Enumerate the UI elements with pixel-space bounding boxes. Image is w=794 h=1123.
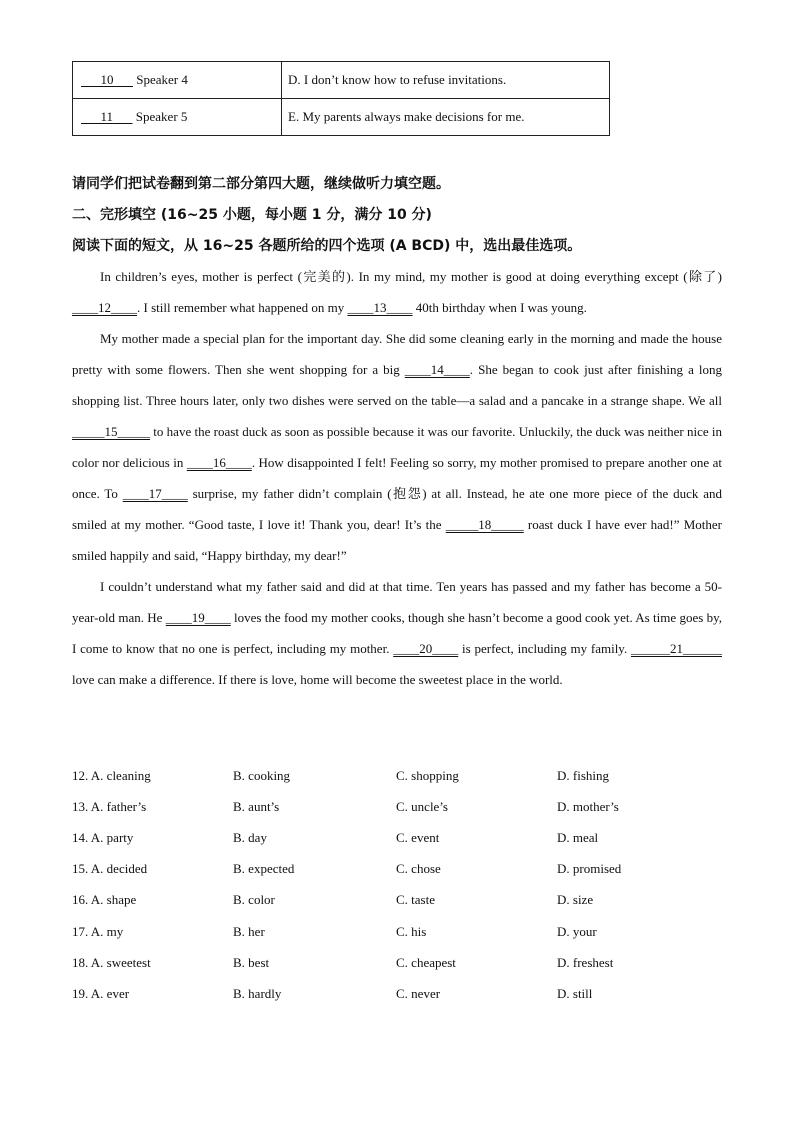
question-row — [72, 947, 722, 978]
answer-options — [72, 760, 722, 1010]
question-row — [72, 978, 722, 1009]
question-row — [72, 822, 722, 853]
matching-table — [72, 61, 610, 136]
blank-18: _____18_____ — [445, 517, 524, 532]
option-c: C. shopping — [396, 767, 459, 783]
speaker-label: Speaker 4 — [136, 72, 188, 87]
option-b: B. color — [233, 892, 275, 908]
blank-20: ____20____ — [393, 641, 459, 656]
blank-12: ____12____ — [72, 300, 137, 315]
option-b: B. best — [233, 954, 270, 970]
answer-blank: 10 — [100, 72, 114, 87]
option-c: C. never — [396, 985, 441, 1001]
blank-15: _____15_____ — [72, 424, 150, 439]
option-d: D. meal — [557, 829, 599, 845]
table-cell-speaker — [73, 99, 282, 136]
option-d: D. freshest — [557, 954, 614, 970]
option-d: D. fishing — [557, 767, 609, 783]
option-b: B. hardly — [233, 985, 282, 1001]
option-b: B. her — [233, 923, 265, 939]
question-row — [72, 791, 722, 822]
question-row — [72, 760, 722, 791]
option-a: 18. A. sweetest — [72, 954, 151, 970]
option-a: 13. A. father’s — [72, 798, 147, 814]
option-a: 14. A. party — [72, 829, 134, 845]
blank-13: ____13____ — [347, 300, 413, 315]
turn-page-instruction: 请同学们把试卷翻到第二部分第四大题，继续做听力填空题。 — [72, 176, 450, 192]
option-b: B. aunt’s — [233, 798, 280, 814]
option-c: C. chose — [396, 861, 441, 877]
option-a: 17. A. my — [72, 923, 124, 939]
section-title: 二、完形填空 (16~25 小题，每小题 1 分，满分 10 分) — [72, 207, 432, 223]
paragraph-3: I couldn’t understand what my father said and did at that time. Ten years has passed and my father has become a 50-year-old man. He ____19____ loves the food my mother cooks, though she hasn’t become a good cook yet. As time goes by, I come to know that no one is perfect, including my mother. ____20____ is perfect, including my family. ______21______ love can make a difference. If there is love, home will become the sweetest place in the world. — [72, 579, 722, 687]
paragraph-1: In children’s eyes, mother is perfect (完美的). In my mind, my mother is good at doing everything except (除了) ____12____. I still remember what happened on my ____13____ 40th birthday when I was young. — [72, 269, 722, 315]
option-a: 16. A. shape — [72, 892, 137, 908]
option-a: 15. A. decided — [72, 861, 148, 877]
question-row — [72, 916, 722, 947]
option-a: 12. A. cleaning — [72, 767, 151, 783]
table-cell-speaker — [73, 62, 282, 99]
option-c: C. taste — [396, 892, 435, 908]
table-cell-statement: D. I don’t know how to refuse invitations. — [282, 62, 610, 99]
table-row — [73, 62, 610, 99]
option-b: B. day — [233, 829, 267, 845]
option-c: C. uncle’s — [396, 798, 448, 814]
option-d: D. mother’s — [557, 798, 619, 814]
option-c: C. event — [396, 829, 440, 845]
option-c: C. his — [396, 923, 427, 939]
blank-17: ____17____ — [122, 486, 188, 501]
option-a: 19. A. ever — [72, 985, 130, 1001]
option-b: B. expected — [233, 861, 295, 877]
option-d: D. still — [557, 985, 593, 1001]
blank-14: ____14____ — [404, 362, 470, 377]
question-row — [72, 885, 722, 916]
option-d: D. promised — [557, 861, 622, 877]
paragraph-2: My mother made a special plan for the important day. She did some cleaning early in the morning and made the house pretty with some flowers. Then she went shopping for a big ____14____. She began to cook just after finishing a long shopping list. Three hours later, only two dishes were served on the table—a salad and a pancake in a strange shape. We all _____15_____ to have the roast duck as soon as possible because it was our favorite. Unluckily, the duck was neither nice in color nor delicious in ____16____. How disappointed I felt! Feeling so sorry, my mother promised to prepare another one at once. To ____17____ surprise, my father didn’t complain (抱怨) at all. Instead, he ate one more piece of the duck and smiled at my mother. “Good taste, I love it! Thank you, dear! It’s the _____18_____ roast duck I have ever had!” Mother smiled happily and said, “Happy birthday, my dear!” — [72, 331, 722, 563]
option-c: C. cheapest — [396, 954, 456, 970]
option-d: D. your — [557, 923, 597, 939]
option-d: D. size — [557, 892, 594, 908]
blank-21: ______21______ — [631, 641, 722, 656]
table-cell-statement: E. My parents always make decisions for me. — [282, 99, 610, 136]
blank-19: ____19____ — [165, 610, 231, 625]
blank-16: ____16____ — [186, 455, 252, 470]
question-row — [72, 854, 722, 885]
cloze-passage — [72, 261, 722, 695]
option-b: B. cooking — [233, 767, 291, 783]
speaker-label: Speaker 5 — [135, 109, 188, 124]
table-row — [73, 99, 610, 136]
section-instruction: 阅读下面的短文，从 16~25 各题所给的四个选项 (A BCD) 中，选出最佳选项。 — [72, 238, 582, 254]
answer-blank: 11 — [100, 109, 114, 124]
